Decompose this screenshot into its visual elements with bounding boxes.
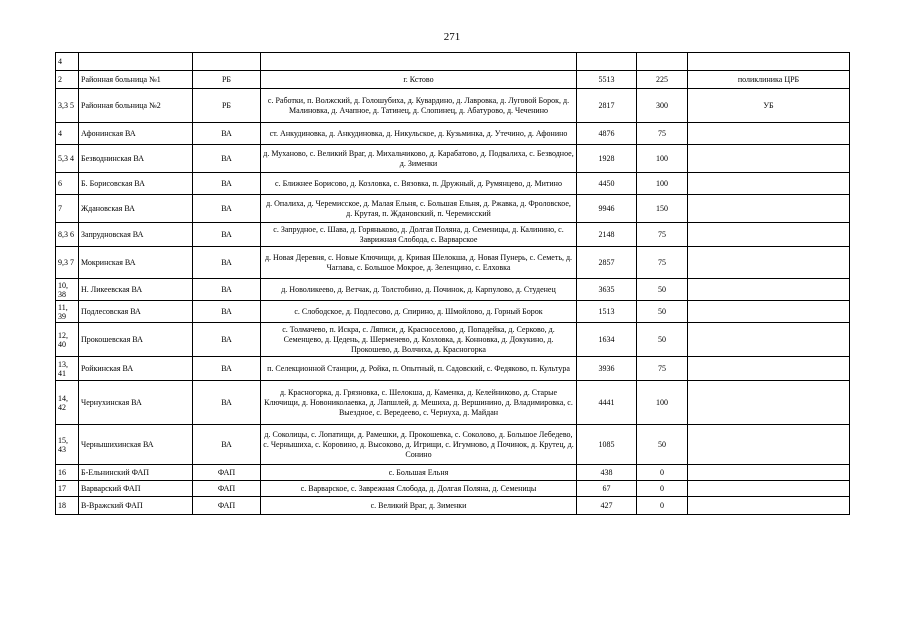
distance-cell: 50 <box>637 323 688 357</box>
distance-cell: 0 <box>637 481 688 497</box>
distance-cell: 300 <box>637 89 688 123</box>
table-row <box>56 53 850 71</box>
served-settlements-cell: д. Опалиха, д. Черемисское, д. Малая Ельня, с. Большая Ельня, д. Ржавка, д. Фроловское, д. Крутая, п. Ждановский, п. Черемисский <box>261 195 577 223</box>
referral-facility-cell <box>688 323 850 357</box>
row-number-cell: 14, 42 <box>56 381 79 425</box>
facility-type-cell: ВА <box>193 195 261 223</box>
served-settlements-cell: с. Ближнее Борисово, д. Козловка, с. Вязовка, п. Дружный, д. Румянцево, д. Митино <box>261 173 577 195</box>
facility-type-cell: ФАП <box>193 465 261 481</box>
referral-facility-cell: поликлиника ЦРБ <box>688 71 850 89</box>
served-settlements-cell: с. Большая Ельня <box>261 465 577 481</box>
facility-type-cell: ВА <box>193 357 261 381</box>
referral-facility-cell <box>688 279 850 301</box>
referral-facility-cell <box>688 425 850 465</box>
row-number-cell: 15, 43 <box>56 425 79 465</box>
facility-type-cell: ВА <box>193 323 261 357</box>
served-settlements-cell: с. Великий Враг, д. Зименки <box>261 497 577 515</box>
facility-name-cell: Прокошевская ВА <box>79 323 193 357</box>
referral-facility-cell <box>688 381 850 425</box>
row-number-cell: 13, 41 <box>56 357 79 381</box>
population-cell: 67 <box>577 481 637 497</box>
population-cell: 1513 <box>577 301 637 323</box>
population-cell: 4450 <box>577 173 637 195</box>
population-cell: 9946 <box>577 195 637 223</box>
facility-type-cell: ВА <box>193 425 261 465</box>
row-number-cell: 4 <box>56 123 79 145</box>
row-number-cell: 12, 40 <box>56 323 79 357</box>
facility-type-cell <box>193 53 261 71</box>
row-number-cell: 4 <box>56 53 79 71</box>
served-settlements-cell: д. Муханово, с. Великий Враг, д. Михальчиково, д. Карабатово, д. Подвалиха, с. Безводное, д. Зименки <box>261 145 577 173</box>
row-number-cell: 5,3 4 <box>56 145 79 173</box>
table-row <box>56 145 850 173</box>
table-row <box>56 481 850 497</box>
facility-type-cell: РБ <box>193 71 261 89</box>
facility-name-cell: Районная больница №1 <box>79 71 193 89</box>
distance-cell: 0 <box>637 497 688 515</box>
facility-type-cell: ВА <box>193 301 261 323</box>
table-row <box>56 89 850 123</box>
table-row <box>56 195 850 223</box>
table-row <box>56 357 850 381</box>
facilities-table <box>55 52 850 515</box>
table-row <box>56 381 850 425</box>
facility-name-cell: Чернухинская ВА <box>79 381 193 425</box>
referral-facility-cell <box>688 465 850 481</box>
facility-type-cell: ВА <box>193 123 261 145</box>
population-cell: 1634 <box>577 323 637 357</box>
row-number-cell: 6 <box>56 173 79 195</box>
referral-facility-cell <box>688 173 850 195</box>
table-row <box>56 497 850 515</box>
facility-type-cell: ВА <box>193 381 261 425</box>
row-number-cell: 16 <box>56 465 79 481</box>
referral-facility-cell <box>688 223 850 247</box>
facility-name-cell: Афонинская ВА <box>79 123 193 145</box>
facility-type-cell: ВА <box>193 223 261 247</box>
served-settlements-cell <box>261 53 577 71</box>
facility-name-cell: Безводнинская ВА <box>79 145 193 173</box>
served-settlements-cell: д. Соколицы, с. Лопатищи, д. Рамешки, д. Прокошевка, с. Соколово, д. Большое Лебедево, с. Чернышиха, с. Коровино, д. Высоково, д. Игрищи, с. Игумново, д Починок, д. Крутец, д. Сонино <box>261 425 577 465</box>
population-cell: 2817 <box>577 89 637 123</box>
row-number-cell: 3,3 5 <box>56 89 79 123</box>
population-cell <box>577 53 637 71</box>
referral-facility-cell <box>688 145 850 173</box>
population-cell: 438 <box>577 465 637 481</box>
population-cell: 5513 <box>577 71 637 89</box>
distance-cell <box>637 53 688 71</box>
distance-cell: 50 <box>637 279 688 301</box>
distance-cell: 100 <box>637 145 688 173</box>
population-cell: 2148 <box>577 223 637 247</box>
population-cell: 2857 <box>577 247 637 279</box>
referral-facility-cell <box>688 357 850 381</box>
facility-name-cell: Районная больница №2 <box>79 89 193 123</box>
distance-cell: 75 <box>637 123 688 145</box>
population-cell: 4441 <box>577 381 637 425</box>
served-settlements-cell: д. Новая Деревня, с. Новые Ключищи, д. Кривая Шелокша, д. Новая Пунерь, с. Семеть, д. Чаглава, с. Большое Мокрое, д. Зеленцино, с. Елховка <box>261 247 577 279</box>
referral-facility-cell <box>688 123 850 145</box>
facility-type-cell: ФАП <box>193 481 261 497</box>
distance-cell: 100 <box>637 381 688 425</box>
population-cell: 427 <box>577 497 637 515</box>
distance-cell: 50 <box>637 301 688 323</box>
facility-type-cell: ВА <box>193 173 261 195</box>
row-number-cell: 11, 39 <box>56 301 79 323</box>
facility-name-cell: Ройкинская ВА <box>79 357 193 381</box>
population-cell: 3635 <box>577 279 637 301</box>
referral-facility-cell <box>688 53 850 71</box>
facility-name-cell: Б. Борисовская ВА <box>79 173 193 195</box>
facility-name-cell: Подлесовская ВА <box>79 301 193 323</box>
served-settlements-cell: с. Варварское, с. Заврежная Слобода, д. Долгая Поляна, д. Семеницы <box>261 481 577 497</box>
row-number-cell: 18 <box>56 497 79 515</box>
row-number-cell: 2 <box>56 71 79 89</box>
row-number-cell: 17 <box>56 481 79 497</box>
row-number-cell: 9,3 7 <box>56 247 79 279</box>
served-settlements-cell: с. Работки, п. Волжский, д. Голошубиха, д. Кувардино, д. Лавровка, д. Луговой Борок, д. Малиновка, д. Ачапное, д. Татинец, д. Слопинец, д. Абатурово, д. Чеченино <box>261 89 577 123</box>
table-row <box>56 173 850 195</box>
facility-name-cell: Н. Ликеевская ВА <box>79 279 193 301</box>
served-settlements-cell: г. Кстово <box>261 71 577 89</box>
table-row <box>56 301 850 323</box>
referral-facility-cell <box>688 195 850 223</box>
population-cell: 3936 <box>577 357 637 381</box>
referral-facility-cell <box>688 247 850 279</box>
facility-type-cell: ВА <box>193 247 261 279</box>
table-row <box>56 323 850 357</box>
table-row <box>56 123 850 145</box>
referral-facility-cell: УБ <box>688 89 850 123</box>
table-row <box>56 465 850 481</box>
population-cell: 1928 <box>577 145 637 173</box>
facility-name-cell <box>79 53 193 71</box>
table-row <box>56 223 850 247</box>
table-row <box>56 71 850 89</box>
distance-cell: 0 <box>637 465 688 481</box>
served-settlements-cell: п. Селекционной Станции, д. Ройка, п. Опытный, п. Садовский, с. Федяково, п. Культура <box>261 357 577 381</box>
page-number: 271 <box>443 31 461 43</box>
served-settlements-cell: с. Толмачево, п. Искра, с. Ляписи, д. Красноселово, д. Попадейка, д. Серково, д. Семенцево, д. Цедень, д. Шерменево, д. Козловка, д. Конновка, д. Докукино, д. Прокошево, д. Волчиха, д. Красногорка <box>261 323 577 357</box>
facility-name-cell: В-Вражский ФАП <box>79 497 193 515</box>
facility-type-cell: ВА <box>193 279 261 301</box>
facility-name-cell: Ждановская ВА <box>79 195 193 223</box>
population-cell: 1085 <box>577 425 637 465</box>
row-number-cell: 8,3 6 <box>56 223 79 247</box>
facility-name-cell: Чернышихинская ВА <box>79 425 193 465</box>
distance-cell: 75 <box>637 247 688 279</box>
population-cell: 4876 <box>577 123 637 145</box>
distance-cell: 225 <box>637 71 688 89</box>
facility-type-cell: ВА <box>193 145 261 173</box>
table-row <box>56 279 850 301</box>
distance-cell: 75 <box>637 357 688 381</box>
table-row <box>56 247 850 279</box>
row-number-cell: 7 <box>56 195 79 223</box>
distance-cell: 100 <box>637 173 688 195</box>
served-settlements-cell: д. Красногорка, д. Грязновка, с. Шелокша, д. Каменка, д. Келейниково, д. Старые Ключищи, д. Новониколаевка, д. Лапшлей, д. Мешиха, д. Вершинино, д. Владимировка, с. Выездное, с. Вередеево, с. Чернуха, д. Майдан <box>261 381 577 425</box>
distance-cell: 150 <box>637 195 688 223</box>
served-settlements-cell: д. Новоликеево, д. Ветчак, д. Толстобино, д. Починок, д. Карпулово, д. Студенец <box>261 279 577 301</box>
facility-name-cell: Б-Ельнинский ФАП <box>79 465 193 481</box>
served-settlements-cell: с. Запрудное, с. Шава, д. Горяньково, д. Долгая Поляна, д. Семеницы, д. Калинино, с. Заврижная Слобода, с. Варварское <box>261 223 577 247</box>
served-settlements-cell: ст. Анкудиновка, д. Анкудиновка, д. Никульское, д. Кузьминка, д. Утечино, д. Афонино <box>261 123 577 145</box>
referral-facility-cell <box>688 497 850 515</box>
facility-name-cell: Мокринская ВА <box>79 247 193 279</box>
referral-facility-cell <box>688 301 850 323</box>
row-number-cell: 10, 38 <box>56 279 79 301</box>
facility-name-cell: Варварский ФАП <box>79 481 193 497</box>
distance-cell: 75 <box>637 223 688 247</box>
served-settlements-cell: с. Слободское, д. Подлесово, д. Спирино, д. Шмойлово, д. Горный Борок <box>261 301 577 323</box>
facility-type-cell: ФАП <box>193 497 261 515</box>
referral-facility-cell <box>688 481 850 497</box>
facility-name-cell: Запрудновская ВА <box>79 223 193 247</box>
distance-cell: 50 <box>637 425 688 465</box>
table-row <box>56 425 850 465</box>
facility-type-cell: РБ <box>193 89 261 123</box>
